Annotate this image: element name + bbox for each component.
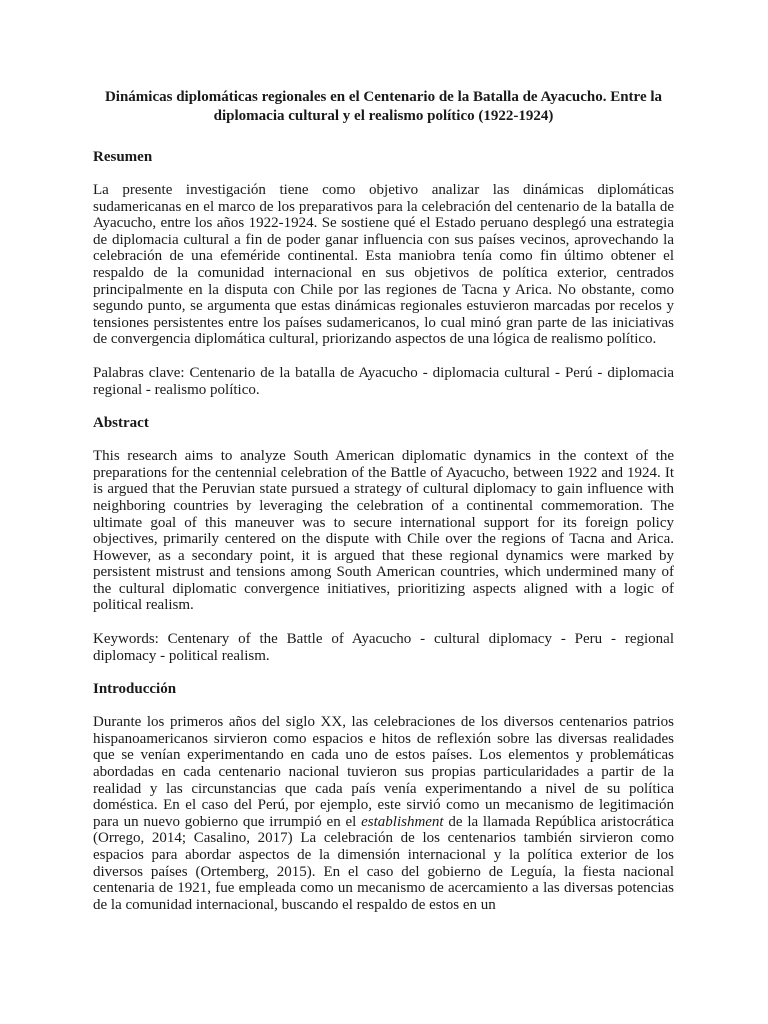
palabras-clave-paragraph: Palabras clave: Centenario de la batalla de Ayacucho - diplomacia cultural - Perú - diplomacia regional - realismo político. [93, 364, 674, 398]
introduccion-italic-term: establishment [361, 813, 444, 830]
introduccion-paragraph [93, 714, 674, 913]
introduccion-text-after: de la llamada República aristocrática (Orrego, 2014; Casalino, 2017) La celebración de los centenarios también sirvieron como espacios para abordar aspectos de la dimensión internacional y la política exterior de los diversos países (Ortemberg, 2015). En el caso del gobierno de Leguía, la fiesta nacional centenaria de 1921, fue empleada como un mecanismo de acercamiento a las diversas potencias de la comunidad internacional, buscando el respaldo de estos en un [93, 813, 675, 913]
abstract-paragraph: This research aims to analyze South American diplomatic dynamics in the context of the preparations for the centennial celebration of the Battle of Ayacucho, between 1922 and 1924. It is argued that the Peruvian state pursued a strategy of cultural diplomacy to gain influence with neighboring countries by leveraging the celebration of a continental commemoration. The ultimate goal of this maneuver was to secure international support for its foreign policy objectives, primarily centered on the dispute with Chile over the regions of Tacna and Arica. However, as a secondary point, it is argued that these regional dynamics were marked by persistent mistrust and tensions among South American countries, which undermined many of the cultural diplomatic convergence initiatives, prioritizing aspects aligned with a logic of political realism. [93, 448, 674, 614]
introduccion-heading: Introducción [93, 681, 177, 698]
abstract-heading: Abstract [93, 415, 149, 432]
resumen-paragraph: La presente investigación tiene como objetivo analizar las dinámicas diplomáticas sudamericanas en el marco de los preparativos para la celebración del centenario de la batalla de Ayacucho, entre los años 1922-1924. Se sostiene qué el Estado peruano desplegó una estrategia de diplomacia cultural a fin de poder ganar influencia con sus países vecinos, aprovechando la celebración de una efeméride continental. Esta maniobra tenía como fin último obtener el respaldo de la comunidad internacional en sus objetivos de política exterior, centrados principalmente en la disputa con Chile por las regiones de Tacna y Arica. No obstante, como segundo punto, se argumenta que estas dinámicas regionales estuvieron marcadas por recelos y tensiones persistentes entre los países sudamericanos, lo cual minó gran parte de las iniciativas de convergencia diplomática cultural, priorizando aspectos de una lógica de realismo político. [93, 182, 674, 348]
introduccion-text-before: Durante los primeros años del siglo XX, las celebraciones de los diversos centenarios patrios hispanoamericanos sirvieron como espacios e hitos de reflexión sobre las diversas realidades que se venían experimentando en cada uno de estos países. Los elementos y problemáticas abordadas en cada centenario nacional tuvieron sus propias particularidades a partir de la realidad y las circunstancias que cada país venía experimentando a nivel de su política doméstica. En el caso del Perú, por ejemplo, este sirvió como un mecanismo de legitimación para un nuevo gobierno que irrumpió en el [93, 714, 674, 830]
resumen-heading: Resumen [93, 149, 153, 165]
keywords-paragraph: Keywords: Centenary of the Battle of Ayacucho - cultural diplomacy - Peru - regional diplomacy - political realism. [93, 631, 674, 664]
paper-title: Dinámicas diplomáticas regionales en el Centenario de la Batalla de Ayacucho. Entre la diplomacia cultural y el realismo político (1922-1924) [104, 89, 663, 124]
